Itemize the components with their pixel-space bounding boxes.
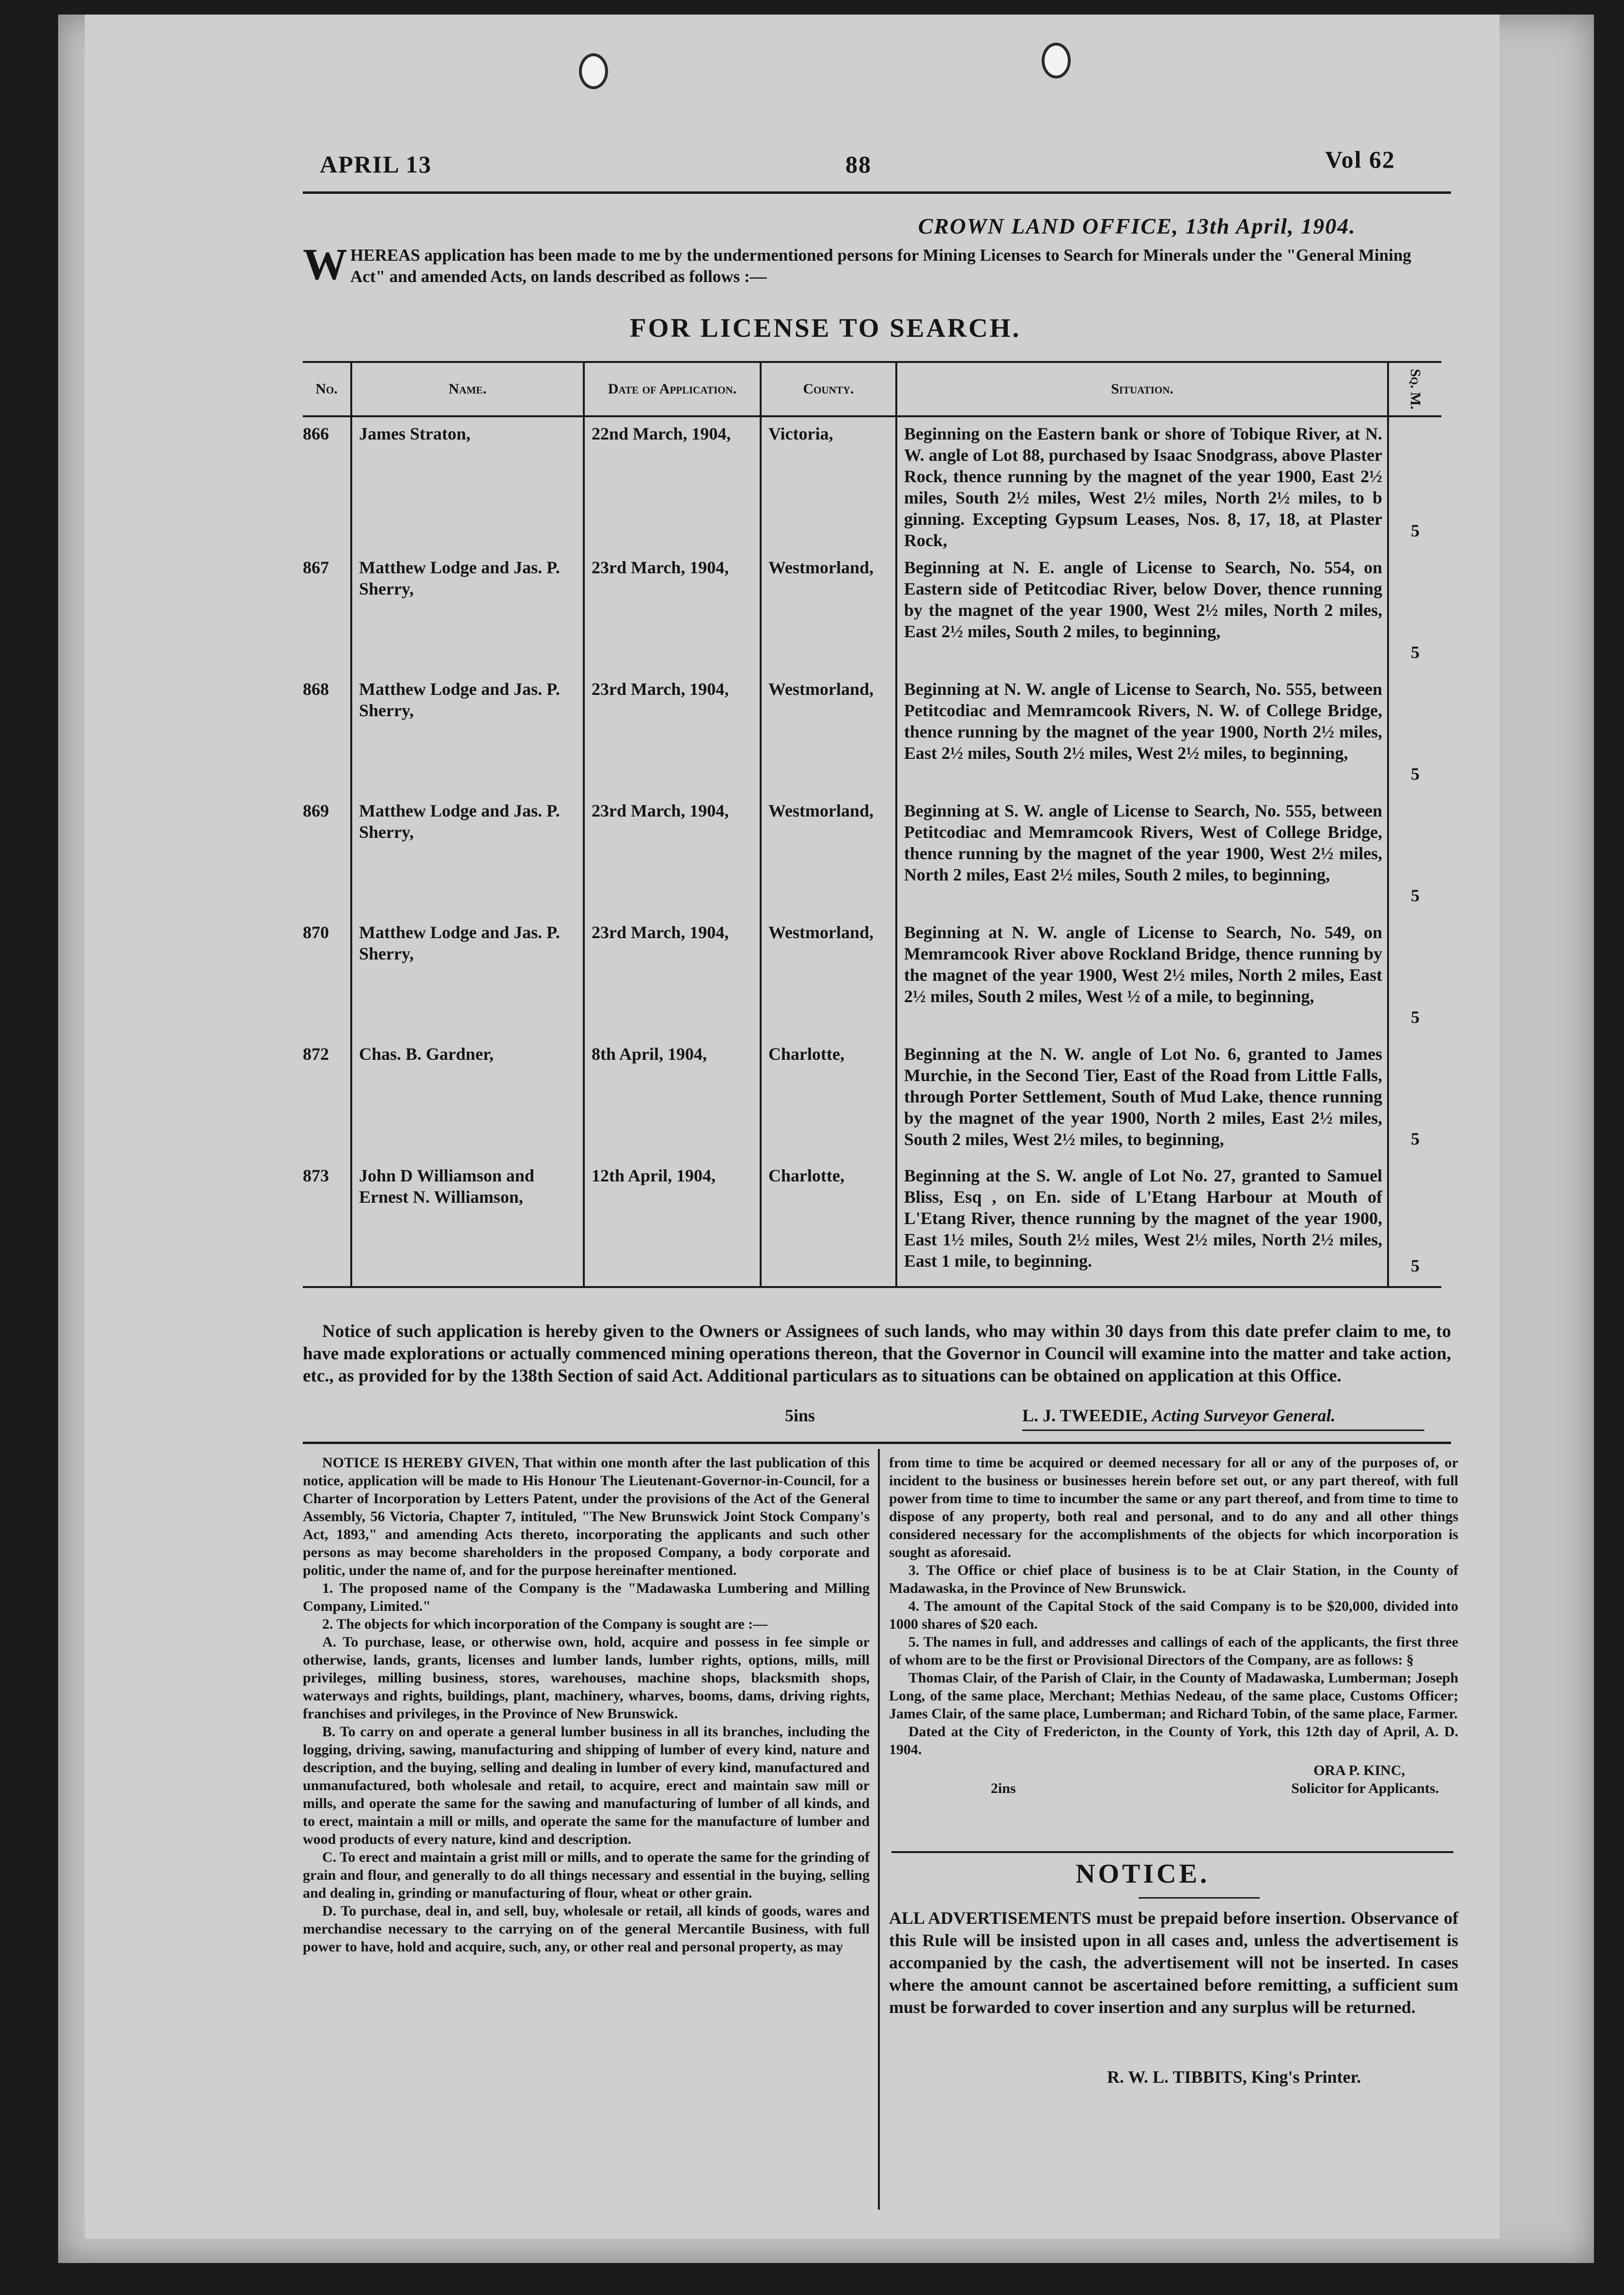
column-divider <box>878 1449 880 2210</box>
notice-paragraph: 1. The proposed name of the Company is the "Madawaska Lumbering and Milling Company, Limited." <box>303 1580 870 1614</box>
notice-paragraph: 4. The amount of the Capital Stock of the said Company is to be $20,000, divided into 1000 shares of $20 each. <box>889 1598 1458 1632</box>
advertisement-notice-text: ALL ADVERTISEMENTS must be prepaid before insertion. Observance of this Rule will be insisted upon in all cases and, unless the advertisement is accompanied by the cash, the advertisement will not be inserted. In cases where the amount cannot be ascertained before remitting, a sufficient sum must be forwarded to cover insertion and any surplus will be returned. <box>889 1908 1458 2017</box>
signature-rule <box>1022 1430 1424 1431</box>
cell-situation: Beginning on the Eastern bank or shore of Tobique River, at N. W. angle of Lot 88, purchased by Isaac Snodgrass, above Plaster Rock, thence running by the magnet of the year 1900, East 2½ miles, South 2½ miles, West 2½ miles, North 2½ miles, to b ginning. Excepting Gypsum Leases, Nos. 8, 17, 18, at Plaster Rock, <box>896 416 1388 551</box>
cell-date: 22nd March, 1904, <box>584 416 761 551</box>
volume-number: Vol 62 <box>1325 146 1395 173</box>
cell-situation: Beginning at the S. W. angle of Lot No. 27, granted to Samuel Bliss, Esq , on En. side of L'Etang Harbour at Mouth of L'Etang River, thence running by the magnet of the year 1900, East 1½ miles, South 2½ miles, West 2½ miles, North 2½ miles, East 1 mile, to beginning. <box>896 1159 1388 1287</box>
col-header-situation: Situation. <box>896 362 1388 416</box>
table-row <box>303 673 1441 794</box>
license-subheading: FOR LICENSE TO SEARCH. <box>630 313 1021 343</box>
section-rule <box>303 1442 1451 1444</box>
notice-paragraph: 5. The names in full, and addresses and callings of each of the applicants, the first three of whom are to be the first or Provisional Directors of the Company, are as follows: § <box>889 1634 1458 1668</box>
cell-county: Westmorland, <box>761 673 896 794</box>
cell-county: Victoria, <box>761 416 896 551</box>
binding-hole-right <box>1042 43 1071 79</box>
cell-sq-miles: 5 <box>1388 794 1441 916</box>
application-intro <box>303 239 1432 289</box>
cell-situation: Beginning at N. W. angle of License to Search, No. 549, on Memramcook River above Rockland Bridge, thence running by the magnet of the year 1900, West 2½ miles, North 2 miles, East 2½ miles, South 2 miles, West ½ of a mile, to beginning, <box>896 916 1388 1037</box>
solicitor-title: Solicitor for Applicants. <box>1291 1780 1439 1796</box>
crown-land-office-dateline: CROWN LAND OFFICE, 13th April, 1904. <box>918 214 1356 238</box>
cell-county: Charlotte, <box>761 1159 896 1287</box>
cell-no: 870 <box>303 923 329 942</box>
cell-name: Chas. B. Gardner, <box>351 1037 584 1159</box>
table-row <box>303 416 1441 551</box>
cell-county: Charlotte, <box>761 1037 896 1159</box>
notice-paragraph: C. To erect and maintain a grist mill or mills, and to operate the same for the grinding of grain and flour, and generally to do all things necessary and essential in the buying, selling and dealing in, grinding or manufacturing of flour, wheat or other grain. <box>303 1849 870 1901</box>
insertions-mark: 2ins <box>991 1780 1016 1796</box>
table-header-row <box>303 362 1441 416</box>
cell-no: 873 <box>303 1159 351 1287</box>
notice-paragraph: NOTICE IS HEREBY GIVEN, That within one month after the last publication of this notice, application will be made to His Honour The Lieutenant-Governor-in-Council, for a Charter of Incorporation by Letters Patent, under the provisions of the Act of the General Assembly, 56 Victoria, Chapter 7, intituled, "The New Brunswick Joint Stock Company's Act, 1893," and amending Acts thereto, incorporating the applicants and such other persons as may become shareholders in the proposed Company, a body corporate and politic, under the name of, and for the purpose hereinafter mentioned. <box>303 1455 870 1578</box>
cell-date: 8th April, 1904, <box>584 1037 761 1159</box>
cell-name: Matthew Lodge and Jas. P. Sherry, <box>351 916 584 1037</box>
solicitor-name: ORA P. KINC, <box>1313 1762 1405 1778</box>
table-row <box>303 1159 1441 1287</box>
kings-printer: R. W. L. TIBBITS, King's Printer. <box>1107 2067 1361 2087</box>
cell-county: Westmorland, <box>761 794 896 916</box>
cell-no: 868 <box>303 679 329 699</box>
header-rule <box>303 191 1451 194</box>
cell-date: 23rd March, 1904, <box>584 794 761 916</box>
cell-county: Westmorland, <box>761 916 896 1037</box>
cell-situation: Beginning at N. E. angle of License to Search, No. 554, on Eastern side of Petitcodiac River, below Dover, thence running by the magnet of the year 1900, West 2½ miles, North 2 miles, East 2½ miles, South 2 miles, to beginning, <box>896 551 1388 673</box>
cell-no: 869 <box>303 801 329 820</box>
notice-paragraph: A. To purchase, lease, or otherwise own, hold, acquire and possess in fee simple or otherwise, lands, grants, licenses and lumber lands, lumber rights, options, mills, mill privileges, milling business, stores, warehouses, machine shops, blacksmith shops, waterways and rights, buildings, plant, machinery, wharves, booms, dams, driving rights, franchises and privileges, in the Province of New Brunswick. <box>303 1634 870 1722</box>
cell-sq-miles: 5 <box>1388 916 1441 1037</box>
notice-paragraph: D. To purchase, deal in, and sell, buy, wholesale or retail, all kinds of goods, wares and merchandise necessary to the carrying on of the general Mercantile Business, with full power to have, hold and acquire, such, any, or other real and personal property, as may <box>303 1903 870 1955</box>
signatory-title: Acting Surveyor General. <box>1152 1406 1336 1425</box>
issue-date: APRIL 13 <box>320 151 432 178</box>
license-table <box>303 361 1441 1288</box>
cell-name: Matthew Lodge and Jas. P. Sherry, <box>351 551 584 673</box>
insertions-mark: 5ins <box>785 1406 815 1425</box>
cell-no: 866 <box>303 424 329 443</box>
cell-sq-miles: 5 <box>1388 416 1441 551</box>
binding-hole-left <box>579 53 608 89</box>
col-header-name: Name. <box>351 362 584 416</box>
notice-paragraph: B. To carry on and operate a general lumber business in all its branches, including the logging, driving, sawing, manufacturing and shipping of lumber of every kind, nature and description, and the buying, selling and dealing in lumber of every kind, manufactured and unmanufactured, both wholesale and retail, to acquire, erect and maintain saw mill or mills, and operate the same for the sawing and manufacturing of lumber of all kinds, and to erect, maintain a mill or mills, and operate the same for the manufacture of lumber and wood products of every nature, kind and description. <box>303 1724 870 1847</box>
company-notice-left-column <box>303 1454 870 1956</box>
cell-date: 23rd March, 1904, <box>584 673 761 794</box>
cell-county: Westmorland, <box>761 551 896 673</box>
cell-name: James Straton, <box>351 416 584 551</box>
col-header-no: No. <box>303 362 351 416</box>
signatory-name: L. J. TWEEDIE, <box>1022 1406 1148 1425</box>
cell-date: 23rd March, 1904, <box>584 551 761 673</box>
solicitor-line <box>889 1779 1458 1797</box>
cell-sq-miles: 5 <box>1388 1037 1441 1159</box>
cell-name: John D Williamson and Ernest N. Williamson, <box>351 1159 584 1287</box>
col-header-sq-miles: Sq. M. <box>1388 362 1441 416</box>
notice-paragraph: 3. The Office or chief place of business is to be at Clair Station, in the County of Madawaska, in the Province of New Brunswick. <box>889 1562 1458 1596</box>
notice-title-rule <box>1139 1897 1260 1899</box>
notice-paragraph: Dated at the City of Fredericton, in the County of York, this 12th day of April, A. D. 1904. <box>889 1724 1458 1758</box>
table-row <box>303 551 1441 673</box>
cell-no: 872 <box>303 1044 329 1064</box>
cell-situation: Beginning at the N. W. angle of Lot No. 6, granted to James Murchie, in the Second Tier, East of the Road from Little Falls, through Porter Settlement, South of Mud Lake, thence running by the magnet of the year 1900, North 2 miles, East 2½ miles, South 2 miles, West 2½ miles, to beginning, <box>896 1037 1388 1159</box>
cell-name: Matthew Lodge and Jas. P. Sherry, <box>351 673 584 794</box>
cell-sq-miles: 5 <box>1388 673 1441 794</box>
signatory <box>1022 1405 1335 1426</box>
page-number: 88 <box>845 151 872 178</box>
cell-situation: Beginning at S. W. angle of License to Search, No. 555, between Petitcodiac and Memramcook Rivers, West of College Bridge, thence running by the magnet of the year 1900, West 2½ miles, North 2 miles, East 2½ miles, South 2 miles, to beginning, <box>896 794 1388 916</box>
notice-of-application: Notice of such application is hereby given to the Owners or Assignees of such lands, who may within 30 days from this date prefer claim to me, to have made explorations or actually commenced mining operations thereon, that the Governor in Council will examine into the matter and take action, etc., as provided for by the 138th Section of said Act. Additional particulars as to situations can be obtained on application at this Office. <box>303 1321 1451 1386</box>
table-row <box>303 794 1441 916</box>
cell-no: 867 <box>303 558 329 577</box>
notice-rule <box>891 1851 1453 1853</box>
cell-sq-miles: 5 <box>1388 551 1441 673</box>
notice-paragraph: from time to time be acquired or deemed necessary for all or any of the purposes of, or incident to the business or businesses herein before set out, or any part thereof, with full power from time to time to incumber the same or any part thereof, and from time to time to dispose of any property, both real and personal, and to do any and all other things considered necessary for the accomplishments of the objects for which incorporation is sought as aforesaid. <box>889 1455 1458 1560</box>
table-row <box>303 1037 1441 1159</box>
table-row <box>303 916 1441 1037</box>
intro-text: HEREAS application has been made to me by the undermentioned persons for Mining Licenses to Search for Minerals under the "General Mining Act" and amended Acts, on lands described as follows :— <box>350 246 1411 286</box>
cell-date: 23rd March, 1904, <box>584 916 761 1037</box>
col-header-county: County. <box>761 362 896 416</box>
company-notice-right-column <box>889 1454 1458 1797</box>
cell-name: Matthew Lodge and Jas. P. Sherry, <box>351 794 584 916</box>
notice-paragraph: Thomas Clair, of the Parish of Clair, in the County of Madawaska, Lumberman; Joseph Long, of the same place, Merchant; Methias Nedeau, of the same place, Customs Officer; James Clair, of the same place, Lumberman; and Richard Tobin, of the same place, Farmer. <box>889 1670 1458 1722</box>
cell-date: 12th April, 1904, <box>584 1159 761 1287</box>
cell-situation: Beginning at N. W. angle of License to Search, No. 555, between Petitcodiac and Memramcook Rivers, N. W. of College Bridge, thence running by the magnet of the year 1900, North 2½ miles, East 2½ miles, South 2½ miles, West 2½ miles, to beginning, <box>896 673 1388 794</box>
drop-cap: W <box>303 239 347 289</box>
col-header-date: Date of Application. <box>584 362 761 416</box>
notice-paragraph: 2. The objects for which incorporation of the Company is sought are :— <box>322 1616 768 1632</box>
advertisement-notice-title: NOTICE. <box>1076 1859 1210 1889</box>
cell-sq-miles: 5 <box>1388 1159 1441 1287</box>
